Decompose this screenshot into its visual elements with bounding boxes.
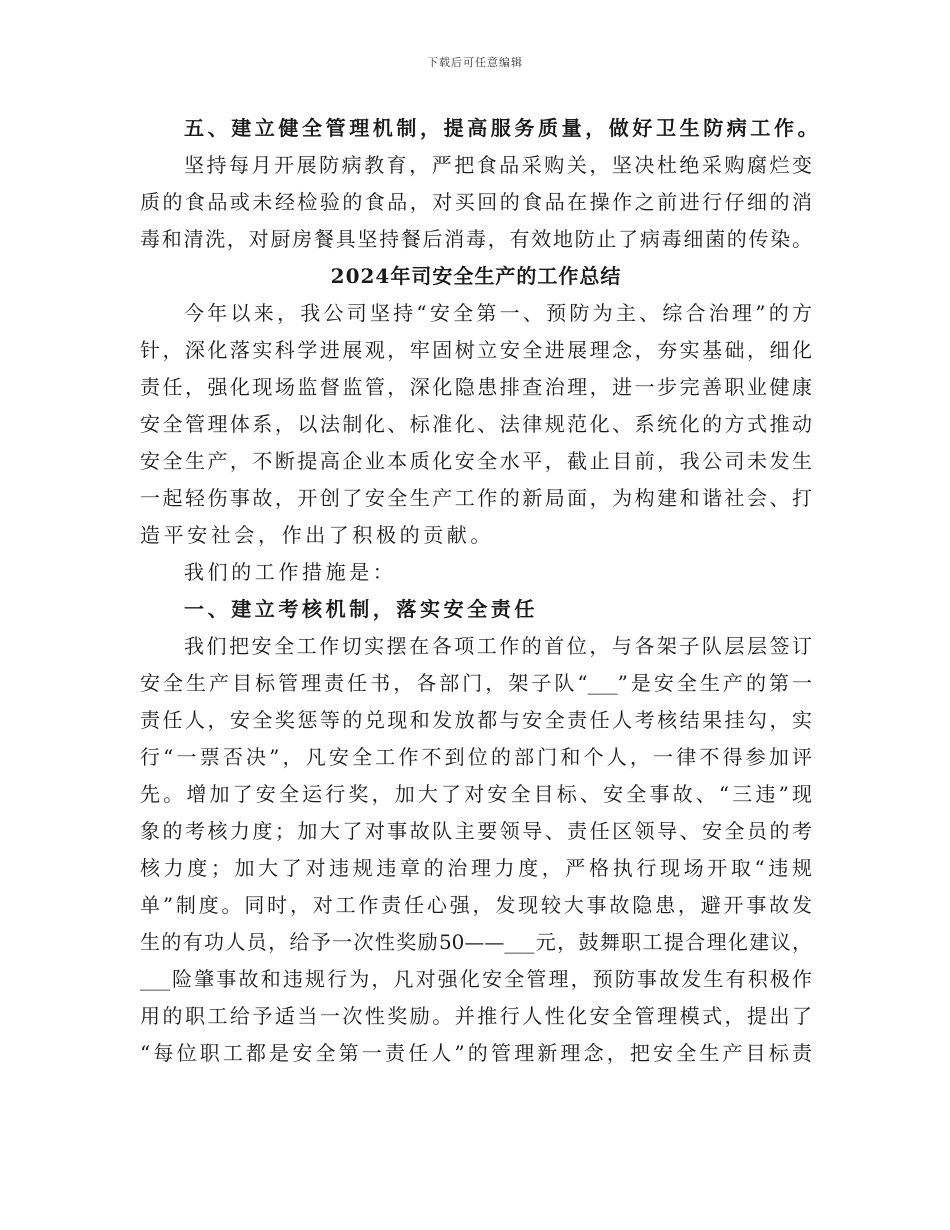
paragraph-line: 毒和清洗，对厨房餐具坚持餐后消毒，有效地防止了病毒细菌的传染。 (140, 227, 812, 251)
paragraph-line: 安全生产，不断提高企业本质化安全水平，截止目前，我公司未发生 (140, 449, 812, 473)
paragraph-line: 行“一票否决”，凡安全工作不到位的部门和个人，一律不得参加评 (140, 745, 812, 769)
page-header-note: 下载后可任意编辑 (427, 56, 523, 69)
paragraph-line: 先。增加了安全运行奖，加大了对安全目标、安全事故、“三违”现 (140, 782, 812, 806)
paragraph-line: 安全生产目标管理责任书，各部门，架子队“___”是安全生产的第一 (140, 671, 812, 695)
paragraph-line: 核力度；加大了对违规违章的治理力度，严格执行现场开取“违规 (140, 856, 812, 880)
paragraph-line: 用的职工给予适当一次性奖励。并推行人性化安全管理模式，提出了 (140, 1004, 812, 1028)
paragraph-line: 一起轻伤事故，开创了安全生产工作的新局面，为构建和谐社会、打 (140, 486, 812, 510)
paragraph-line: 我们的工作措施是： (184, 560, 397, 584)
paragraph-line: 单”制度。同时，对工作责任心强，发现较大事故隐患，避开事故发 (140, 893, 812, 917)
paragraph-line: 安全管理体系，以法制化、标准化、法律规范化、系统化的方式推动 (140, 412, 812, 436)
paragraph-line: 责任人，安全奖惩等的兑现和发放都与安全责任人考核结果挂勾，实 (140, 708, 812, 732)
paragraph-line: 针，深化落实科学进展观，牢固树立安全进展理念，夯实基础，细化 (140, 338, 812, 362)
section-heading-1: 一、建立考核机制，落实安全责任 (184, 597, 538, 621)
paragraph-line: 生的有功人员，给予一次性奖励50——___元，鼓舞职工提合理化建议， (140, 930, 812, 954)
paragraph-line: 质的食品或未经检验的食品，对买回的食品在操作之前进行仔细的消 (140, 190, 812, 214)
paragraph-line: 我们把安全工作切实摆在各项工作的首位，与各架子队层层签订 (184, 634, 812, 658)
paragraph-line: ___险肇事故和违规行为，凡对强化安全管理，预防事故发生有积极作 (140, 967, 812, 991)
paragraph-line: 象的考核力度；加大了对事故队主要领导、责任区领导、安全员的考 (140, 819, 812, 843)
paragraph-line: 责任，强化现场监督监管，深化隐患排查治理，进一步完善职业健康 (140, 375, 812, 399)
paragraph-line: 今年以来，我公司坚持“安全第一、预防为主、综合治理”的方 (184, 301, 812, 325)
document-body (140, 110, 822, 1072)
paragraph-line: 坚持每月开展防病教育，严把食品采购关，坚决杜绝采购腐烂变 (184, 153, 812, 177)
section-heading-5: 五、建立健全管理机制，提高服务质量，做好卫生防病工作。 (184, 116, 822, 140)
paragraph-line: 造平安社会，作出了积极的贡献。 (140, 523, 494, 547)
document-title: 2024年司安全生产的工作总结 (330, 264, 622, 288)
paragraph-line: “每位职工都是安全第一责任人”的管理新理念，把安全生产目标责 (140, 1041, 812, 1065)
